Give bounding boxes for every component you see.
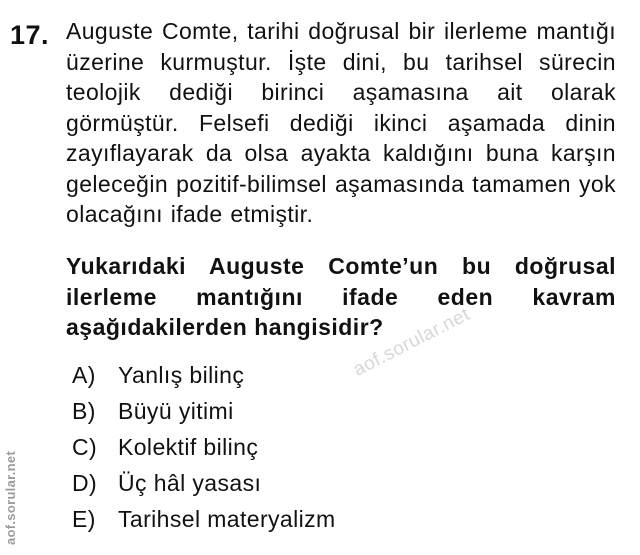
answer-options — [72, 360, 336, 540]
option-c[interactable] — [72, 432, 336, 468]
option-text: Tarihsel materyalizm — [118, 506, 336, 532]
question-prompt: Yukarıdaki Auguste Comte’un bu doğrusal ilerleme mantığını ifade eden kavram aşağıdakilerden hangisidir? — [66, 253, 616, 340]
question-stem: Auguste Comte, tarihi doğrusal bir ilerleme mantığı üzerine kurmuştur. İşte dini, bu tarihsel sürecin teolojik dediği birinci aşamasına ait olarak görmüştür. Felsefi dediği ikinci aşamada dinin zayıflayarak da olsa ayakta kaldığını buna karşın geleceğin pozitif-bilimsel aşamasında tamamen yok olacağını ifade etmiştir. — [66, 18, 616, 227]
option-b[interactable] — [72, 396, 336, 432]
watermark-side: aof.sorular.net — [3, 450, 18, 545]
option-e[interactable] — [72, 504, 336, 540]
option-text: Yanlış bilinç — [118, 362, 245, 388]
question-number: 17. — [10, 20, 50, 50]
option-letter: D) — [72, 470, 98, 496]
watermark-center: aof.sorular.net — [350, 303, 474, 381]
option-a[interactable] — [72, 360, 336, 396]
option-letter: B) — [72, 398, 96, 424]
option-d[interactable] — [72, 468, 336, 504]
option-text: Üç hâl yasası — [118, 470, 262, 496]
option-text: Kolektif bilinç — [118, 434, 259, 460]
option-text: Büyü yitimi — [118, 398, 234, 424]
option-letter: C) — [72, 434, 98, 460]
option-letter: E) — [72, 506, 96, 532]
option-letter: A) — [72, 362, 96, 388]
